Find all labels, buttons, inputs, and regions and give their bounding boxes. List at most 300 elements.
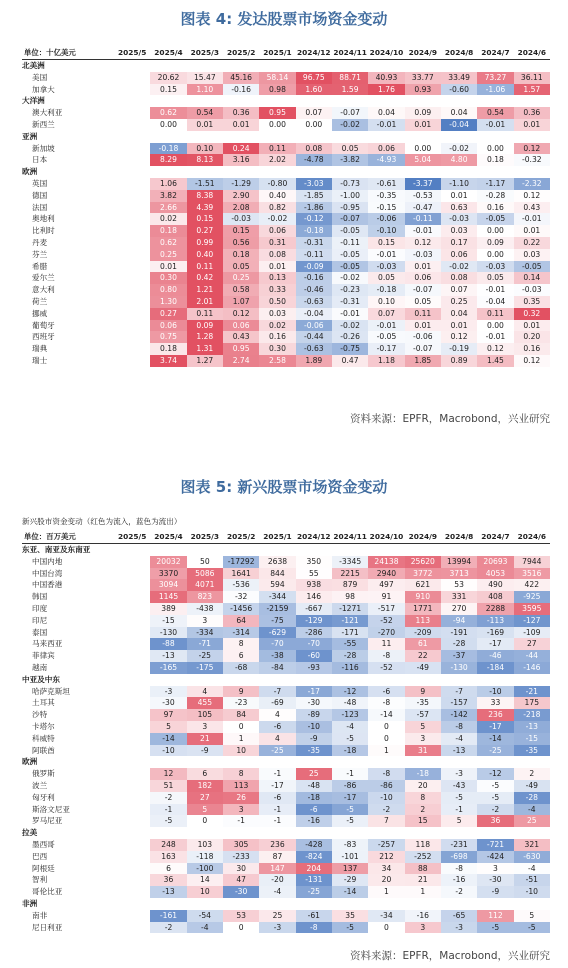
empty-cell: [477, 898, 513, 910]
value-cell: 55: [296, 568, 332, 580]
value-cell: [114, 627, 150, 639]
value-cell: 97: [150, 709, 186, 721]
value-cell: 7944: [514, 556, 550, 568]
value-cell: -25: [477, 745, 513, 757]
value-cell: -1.86: [296, 202, 332, 214]
region-group-row: [22, 166, 550, 178]
value-cell: -86: [332, 780, 368, 792]
empty-cell: [368, 544, 404, 556]
value-cell: 0.05: [223, 261, 259, 273]
table-row: [22, 308, 550, 320]
value-cell: 64: [223, 615, 259, 627]
value-cell: 0.08: [296, 143, 332, 155]
value-cell: -34: [368, 910, 404, 922]
empty-cell: [332, 898, 368, 910]
empty-cell: [223, 166, 259, 178]
value-cell: -109: [514, 627, 550, 639]
value-cell: 0: [368, 733, 404, 745]
value-cell: -0.01: [477, 284, 513, 296]
value-cell: 0: [223, 721, 259, 733]
value-cell: -123: [332, 709, 368, 721]
value-cell: -29: [332, 874, 368, 886]
value-cell: 4: [259, 709, 295, 721]
empty-cell: [114, 827, 150, 839]
value-cell: -3.82: [332, 154, 368, 166]
empty-cell: [150, 898, 186, 910]
value-cell: -0.04: [441, 119, 477, 131]
value-cell: 1.76: [368, 84, 404, 96]
value-cell: -1: [259, 768, 295, 780]
value-cell: 30: [223, 863, 259, 875]
column-header: 2025/3: [187, 46, 223, 60]
table-row: [22, 615, 550, 627]
value-cell: 6: [223, 650, 259, 662]
value-cell: 8.38: [187, 190, 223, 202]
value-cell: -0.73: [332, 178, 368, 190]
value-cell: -17292: [223, 556, 259, 568]
value-cell: 0.01: [187, 119, 223, 131]
empty-cell: [223, 756, 259, 768]
value-cell: [114, 568, 150, 580]
value-cell: -88: [150, 638, 186, 650]
column-header: 2025/2: [223, 530, 259, 544]
value-cell: -16: [441, 874, 477, 886]
column-header: 2024/11: [332, 530, 368, 544]
value-cell: -1: [223, 815, 259, 827]
value-cell: -5: [332, 922, 368, 934]
region-group-row: [22, 674, 550, 686]
value-cell: 5: [150, 721, 186, 733]
empty-cell: [477, 544, 513, 556]
table-row: [22, 922, 550, 934]
value-cell: [114, 721, 150, 733]
market-label: 罗马尼亚: [32, 816, 63, 826]
value-cell: 0.42: [187, 272, 223, 284]
value-cell: 0.16: [514, 343, 550, 355]
column-header: 2025/1: [259, 46, 295, 60]
column-header: 2024/8: [441, 46, 477, 60]
value-cell: 3.74: [150, 355, 186, 367]
value-cell: 4.39: [187, 202, 223, 214]
figure5-title: 图表 5: 新兴股票市场资金变动: [180, 478, 388, 496]
figure5-subtitle: 新兴股市资金变动（红色为流入，蓝色为流出）: [22, 517, 182, 526]
value-cell: 0.07: [368, 308, 404, 320]
value-cell: 0.18: [223, 249, 259, 261]
value-cell: 350: [296, 556, 332, 568]
value-cell: -0.01: [332, 308, 368, 320]
empty-cell: [332, 756, 368, 768]
value-cell: -18: [405, 768, 441, 780]
value-cell: -171: [332, 627, 368, 639]
table-row: [22, 556, 550, 568]
empty-cell: [441, 674, 477, 686]
market-label: 瑞士: [32, 355, 48, 365]
region-group-row: [22, 60, 550, 72]
value-cell: -0.03: [441, 213, 477, 225]
region-label: 大洋洲: [22, 96, 45, 106]
value-cell: -2159: [259, 603, 295, 615]
value-cell: 182: [187, 780, 223, 792]
empty-cell: [368, 898, 404, 910]
value-cell: 2.01: [187, 296, 223, 308]
value-cell: 34: [368, 863, 404, 875]
value-cell: [114, 261, 150, 273]
value-cell: 1: [405, 886, 441, 898]
empty-cell: [477, 166, 513, 178]
value-cell: -30: [477, 874, 513, 886]
value-cell: 1: [368, 745, 404, 757]
column-header: 2024/12: [296, 530, 332, 544]
value-cell: -2: [441, 886, 477, 898]
empty-cell: [514, 898, 550, 910]
value-cell: 0.08: [259, 249, 295, 261]
value-cell: 15.47: [187, 72, 223, 84]
value-cell: 96.75: [296, 72, 332, 84]
table-row: [22, 709, 550, 721]
value-cell: 2: [405, 804, 441, 816]
value-cell: -0.07: [332, 213, 368, 225]
empty-cell: [187, 131, 223, 143]
table-row: [22, 721, 550, 733]
value-cell: 20032: [150, 556, 186, 568]
table-row: [22, 343, 550, 355]
value-cell: 0.05: [332, 143, 368, 155]
empty-cell: [368, 60, 404, 72]
value-cell: -1456: [223, 603, 259, 615]
value-cell: 1.21: [187, 284, 223, 296]
empty-cell: [332, 674, 368, 686]
value-cell: -161: [150, 910, 186, 922]
region-group-row: [22, 827, 550, 839]
value-cell: 594: [259, 579, 295, 591]
value-cell: -4: [259, 886, 295, 898]
market-label: 阿联酋: [32, 745, 55, 755]
value-cell: 2.90: [223, 190, 259, 202]
value-cell: 1.85: [405, 355, 441, 367]
value-cell: -4: [514, 863, 550, 875]
value-cell: [114, 84, 150, 96]
value-cell: 0.01: [514, 119, 550, 131]
value-cell: 4.80: [441, 154, 477, 166]
value-cell: -6: [259, 721, 295, 733]
value-cell: -6: [296, 804, 332, 816]
empty-cell: [477, 131, 513, 143]
value-cell: 0.14: [514, 272, 550, 284]
empty-cell: [114, 898, 150, 910]
region-label: 欧洲: [22, 757, 38, 767]
value-cell: 0.25: [441, 296, 477, 308]
column-header: 2025/5: [114, 530, 150, 544]
value-cell: 0.07: [296, 107, 332, 119]
empty-cell: [296, 166, 332, 178]
value-cell: 0.33: [259, 284, 295, 296]
market-label: 中国香港: [32, 580, 63, 590]
value-cell: 331: [441, 591, 477, 603]
value-cell: -1.85: [296, 190, 332, 202]
value-cell: -5: [514, 922, 550, 934]
value-cell: 0.36: [223, 107, 259, 119]
value-cell: -14: [150, 733, 186, 745]
value-cell: [114, 202, 150, 214]
value-cell: 25: [259, 910, 295, 922]
market-label: 匈牙利: [32, 792, 55, 802]
value-cell: -35: [296, 745, 332, 757]
value-cell: [114, 733, 150, 745]
value-cell: -4: [514, 804, 550, 816]
value-cell: -0.44: [296, 331, 332, 343]
market-label: 中国台湾: [32, 568, 63, 578]
market-label: 菲律宾: [32, 651, 55, 661]
value-cell: -4.78: [296, 154, 332, 166]
value-cell: -49: [514, 780, 550, 792]
empty-cell: [150, 544, 186, 556]
value-cell: -101: [332, 851, 368, 863]
value-cell: [114, 686, 150, 698]
value-cell: -70: [296, 638, 332, 650]
value-cell: 4: [259, 733, 295, 745]
empty-cell: [223, 898, 259, 910]
value-cell: -0.05: [332, 225, 368, 237]
value-cell: -2.32: [514, 178, 550, 190]
empty-cell: [114, 544, 150, 556]
value-cell: 8: [405, 792, 441, 804]
region-label: 中亚及中东: [22, 674, 60, 684]
column-header: 2024/7: [477, 530, 513, 544]
empty-cell: [223, 544, 259, 556]
empty-cell: [223, 95, 259, 107]
value-cell: 0.31: [259, 237, 295, 249]
value-cell: 2215: [332, 568, 368, 580]
value-cell: 147: [259, 863, 295, 875]
table-header-row: [22, 46, 550, 60]
value-cell: 8.29: [150, 154, 186, 166]
value-cell: 91: [368, 591, 404, 603]
market-label: 阿根廷: [32, 863, 55, 873]
value-cell: -0.04: [477, 296, 513, 308]
column-header: 2024/7: [477, 46, 513, 60]
value-cell: -1.00: [332, 190, 368, 202]
value-cell: -0.01: [477, 119, 513, 131]
value-cell: 3: [187, 615, 223, 627]
value-cell: 0.89: [441, 355, 477, 367]
value-cell: -0.31: [332, 296, 368, 308]
value-cell: -57: [405, 709, 441, 721]
value-cell: 621: [405, 579, 441, 591]
value-cell: 0.62: [150, 107, 186, 119]
value-cell: 112: [477, 910, 513, 922]
table-row: [22, 190, 550, 202]
value-cell: [114, 72, 150, 84]
table-row: [22, 768, 550, 780]
value-cell: 88.71: [332, 72, 368, 84]
empty-cell: [441, 131, 477, 143]
value-cell: 0.02: [150, 213, 186, 225]
value-cell: 0.00: [259, 119, 295, 131]
value-cell: 36: [150, 874, 186, 886]
value-cell: 2.66: [150, 202, 186, 214]
value-cell: 20.62: [150, 72, 186, 84]
empty-cell: [332, 95, 368, 107]
value-cell: -48: [296, 780, 332, 792]
empty-cell: [514, 544, 550, 556]
value-cell: [114, 190, 150, 202]
value-cell: -424: [477, 851, 513, 863]
value-cell: -1271: [332, 603, 368, 615]
column-header: 2025/3: [187, 530, 223, 544]
value-cell: 0.11: [405, 308, 441, 320]
value-cell: -0.11: [296, 249, 332, 261]
value-cell: -0.12: [296, 213, 332, 225]
value-cell: -4.93: [368, 154, 404, 166]
empty-cell: [296, 544, 332, 556]
value-cell: -824: [296, 851, 332, 863]
value-cell: 879: [332, 579, 368, 591]
value-cell: -0.46: [296, 284, 332, 296]
value-cell: -14: [477, 733, 513, 745]
value-cell: 2.02: [259, 154, 295, 166]
value-cell: 15: [405, 815, 441, 827]
value-cell: 118: [405, 839, 441, 851]
value-cell: -5: [477, 792, 513, 804]
value-cell: 422: [514, 579, 550, 591]
value-cell: 3516: [514, 568, 550, 580]
value-cell: -0.28: [477, 190, 513, 202]
value-cell: 3595: [514, 603, 550, 615]
value-cell: -0.01: [368, 119, 404, 131]
empty-cell: [187, 898, 223, 910]
value-cell: 0.12: [514, 143, 550, 155]
value-cell: 0.54: [477, 107, 513, 119]
value-cell: 0.00: [405, 143, 441, 155]
value-cell: -116: [332, 662, 368, 674]
value-cell: 389: [150, 603, 186, 615]
value-cell: -51: [514, 874, 550, 886]
table-row: [22, 119, 550, 131]
value-cell: 105: [187, 709, 223, 721]
value-cell: 0.16: [477, 202, 513, 214]
market-label: 泰国: [32, 627, 48, 637]
table-row: [22, 154, 550, 166]
value-cell: 113: [223, 780, 259, 792]
value-cell: [114, 745, 150, 757]
value-cell: -17: [332, 792, 368, 804]
empty-cell: [259, 827, 295, 839]
market-label: 爱尔兰: [32, 273, 55, 283]
value-cell: 1641: [223, 568, 259, 580]
market-label: 法国: [32, 202, 48, 212]
value-cell: -23: [223, 697, 259, 709]
value-cell: -94: [441, 615, 477, 627]
value-cell: -257: [368, 839, 404, 851]
value-cell: -0.63: [296, 343, 332, 355]
value-cell: 31: [405, 745, 441, 757]
market-label: 印度: [32, 603, 48, 613]
value-cell: -55: [332, 638, 368, 650]
value-cell: -169: [477, 627, 513, 639]
value-cell: -252: [405, 851, 441, 863]
empty-cell: [441, 166, 477, 178]
market-label: 挪威: [32, 308, 48, 318]
value-cell: -10: [296, 721, 332, 733]
value-cell: -68: [223, 662, 259, 674]
value-cell: 0.07: [441, 284, 477, 296]
value-cell: 0.01: [405, 261, 441, 273]
value-cell: -1: [332, 768, 368, 780]
table-row: [22, 697, 550, 709]
value-cell: 45.16: [223, 72, 259, 84]
value-cell: 58.14: [259, 72, 295, 84]
value-cell: 0.80: [150, 284, 186, 296]
value-cell: 0.00: [477, 249, 513, 261]
value-cell: -13: [150, 886, 186, 898]
value-cell: -517: [368, 603, 404, 615]
table-row: [22, 874, 550, 886]
value-cell: 212: [368, 851, 404, 863]
value-cell: 0.25: [223, 272, 259, 284]
value-cell: 0.01: [441, 190, 477, 202]
market-label: 印尼: [32, 615, 48, 625]
value-cell: 3: [405, 922, 441, 934]
market-label: 芬兰: [32, 249, 48, 259]
value-cell: [114, 638, 150, 650]
market-label: 瑞典: [32, 344, 48, 354]
value-cell: 0.98: [259, 84, 295, 96]
empty-cell: [114, 60, 150, 72]
empty-cell: [259, 898, 295, 910]
value-cell: 0.18: [150, 225, 186, 237]
value-cell: -9: [296, 733, 332, 745]
table-row: [22, 107, 550, 119]
value-cell: 0.24: [223, 143, 259, 155]
value-cell: -314: [223, 627, 259, 639]
value-cell: 1.57: [514, 84, 550, 96]
value-cell: -28: [441, 638, 477, 650]
value-cell: 0.00: [296, 119, 332, 131]
value-cell: 21: [187, 733, 223, 745]
value-cell: 0.50: [259, 296, 295, 308]
region-group-row: [22, 898, 550, 910]
value-cell: -0.61: [368, 178, 404, 190]
value-cell: 0.12: [405, 237, 441, 249]
value-cell: 5086: [187, 568, 223, 580]
table-row: [22, 886, 550, 898]
value-cell: -1: [150, 804, 186, 816]
value-cell: 910: [405, 591, 441, 603]
value-cell: 0.27: [187, 225, 223, 237]
value-cell: -4: [441, 733, 477, 745]
value-cell: -0.05: [514, 261, 550, 273]
value-cell: -5: [477, 780, 513, 792]
column-header: 2024/10: [368, 530, 404, 544]
value-cell: -0.47: [405, 202, 441, 214]
value-cell: -25: [296, 886, 332, 898]
value-cell: -12: [332, 686, 368, 698]
value-cell: 497: [368, 579, 404, 591]
empty-cell: [150, 756, 186, 768]
value-cell: [114, 709, 150, 721]
empty-cell: [332, 827, 368, 839]
table-row: [22, 627, 550, 639]
empty-cell: [187, 60, 223, 72]
value-cell: 0.16: [259, 331, 295, 343]
value-cell: -43: [441, 780, 477, 792]
value-cell: 0.01: [514, 320, 550, 332]
value-cell: 0.11: [187, 308, 223, 320]
region-label: 欧洲: [22, 167, 38, 177]
value-cell: 0.99: [187, 237, 223, 249]
value-cell: -0.02: [441, 143, 477, 155]
value-cell: 3.82: [150, 190, 186, 202]
